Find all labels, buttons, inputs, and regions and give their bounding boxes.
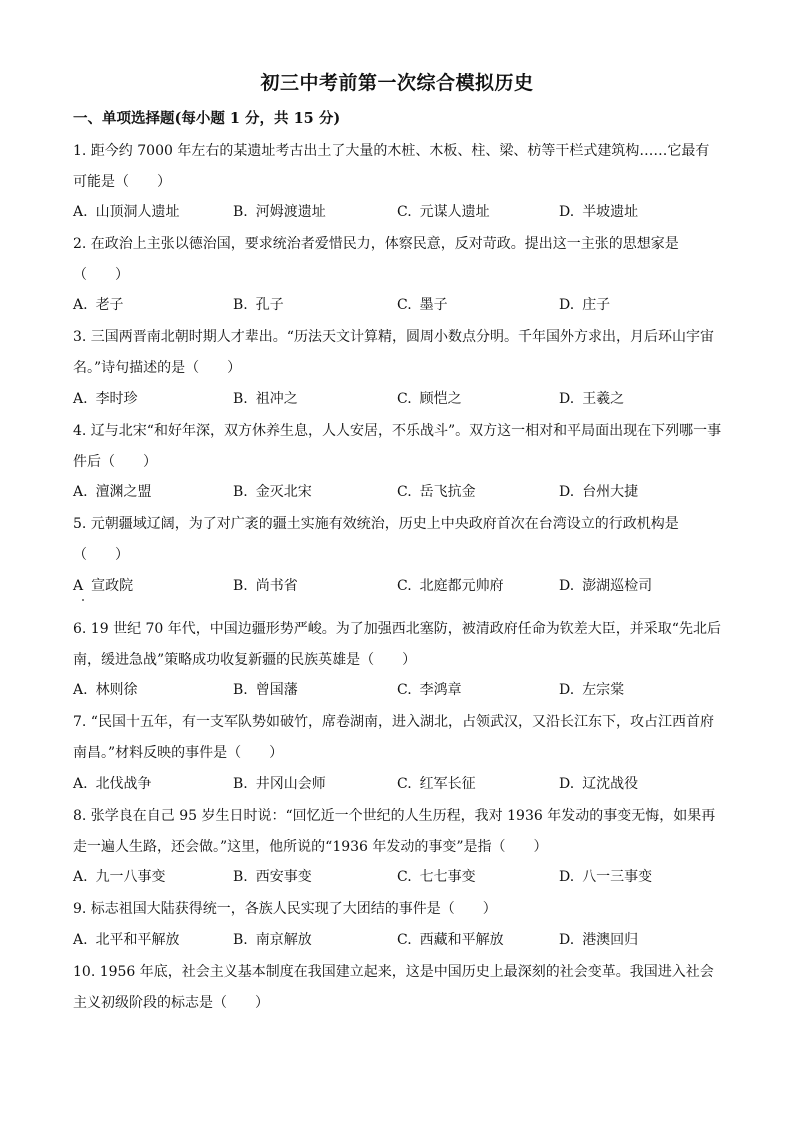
question-1-options [73, 200, 733, 224]
option-d[interactable]: D. 港澳回归 [559, 932, 639, 948]
option-d[interactable]: D. 王羲之 [559, 391, 625, 407]
option-a[interactable]: A. 九一八事变 [73, 869, 166, 885]
question-8: 8. 张学良在自己 95 岁生日时说：“回忆近一个世纪的人生历程，我对 1936 年发动的事变无悔，如果再走一遍人生路，还会做。”这里，他所说的“1936 年发动的事变”是指（ ） [73, 808, 716, 855]
option-a[interactable]: A. 山顶洞人遗址 [73, 204, 180, 220]
option-b[interactable]: B. 金灭北宋 [233, 484, 312, 500]
question-9: 9. 标志祖国大陆获得统一，各族人民实现了大团结的事件是（ ） [73, 901, 497, 917]
question-6: 6. 19 世纪 70 年代，中国边疆形势严峻。为了加强西北塞防，被清政府任命为钦差大臣，并采取“先北后南，缓进急战”策略成功收复新疆的民族英雄是（ ） [73, 621, 721, 668]
option-c[interactable]: C. 七七事变 [397, 869, 476, 885]
question-2: 2. 在政治上主张以德治国，要求统治者爱惜民力，体察民意，反对苛政。提出这一主张的思想家是（ ） [73, 236, 679, 283]
option-b[interactable]: B. 曾国藩 [233, 682, 298, 698]
option-d[interactable]: D. 左宗棠 [559, 682, 625, 698]
option-b[interactable]: B. 井冈山会师 [233, 776, 326, 792]
option-c[interactable]: C. 北庭都元帅府 [397, 578, 504, 594]
option-c[interactable]: C. 岳飞抗金 [397, 484, 476, 500]
question-4: 4. 辽与北宋“和好年深，双方休养生息，人人安居，不乐战斗”。双方这一相对和平局面出现在下列哪一事件后（ ） [73, 423, 722, 470]
option-d[interactable]: D. 台州大捷 [559, 484, 639, 500]
question-8-options [73, 865, 733, 889]
option-d[interactable]: D. 澎湖巡检司 [559, 578, 653, 594]
option-c[interactable]: C. 红军长征 [397, 776, 476, 792]
question-3-options [73, 387, 733, 411]
option-d[interactable]: D. 辽沈战役 [559, 776, 639, 792]
option-b[interactable]: B. 祖冲之 [233, 391, 298, 407]
option-b[interactable]: B. 孔子 [233, 297, 284, 313]
option-c[interactable]: C. 墨子 [397, 297, 448, 313]
option-c[interactable]: C. 西藏和平解放 [397, 932, 504, 948]
option-a[interactable]: A 宣政院 [73, 578, 134, 594]
option-c[interactable]: C. 顾恺之 [397, 391, 462, 407]
option-d[interactable]: D. 庄子 [559, 297, 611, 313]
question-10: 10. 1956 年底，社会主义基本制度在我国建立起来，这是中国历史上最深刻的社会变革。我国进入社会主义初级阶段的标志是（ ） [73, 964, 714, 1011]
question-9-options [73, 928, 733, 952]
question-2-options [73, 293, 733, 317]
option-b[interactable]: B. 河姆渡遗址 [233, 204, 326, 220]
page-title: 初三中考前第一次综合模拟历史 [260, 72, 534, 94]
option-a[interactable]: A. 澶渊之盟 [73, 484, 152, 500]
option-d[interactable]: D. 八一三事变 [559, 869, 653, 885]
option-a[interactable]: A. 老子 [73, 297, 124, 313]
question-3: 3. 三国两晋南北朝时期人才辈出。“历法天文计算精，圆周小数点分明。千年国外方求出，月后环山宇宙名。”诗句描述的是（ ） [73, 329, 714, 376]
question-4-options [73, 480, 733, 504]
option-b[interactable]: B. 尚书省 [233, 578, 298, 594]
option-a[interactable]: A. 北伐战争 [73, 776, 152, 792]
option-b[interactable]: B. 南京解放 [233, 932, 312, 948]
option-c[interactable]: C. 李鸿章 [397, 682, 462, 698]
option-b[interactable]: B. 西安事变 [233, 869, 312, 885]
question-5-options [73, 574, 733, 598]
option-a[interactable]: A. 北平和平解放 [73, 932, 180, 948]
question-1: 1. 距今约 7000 年左右的某遗址考古出土了大量的木桩、木板、柱、梁、枋等干栏式建筑构……它最有可能是（ ） [73, 143, 710, 190]
question-7: 7. “民国十五年，有一支军队势如破竹，席卷湖南，进入湖北，占领武汉，又沿长江东下，攻占江西首府南昌。”材料反映的事件是（ ） [73, 714, 714, 761]
option-d[interactable]: D. 半坡遗址 [559, 204, 639, 220]
option-a[interactable]: A. 林则徐 [73, 682, 138, 698]
option-c[interactable]: C. 元谋人遗址 [397, 204, 490, 220]
question-5: 5. 元朝疆域辽阔，为了对广袤的疆土实施有效统治，历史上中央政府首次在台湾设立的行政机构是（ ） [73, 516, 679, 563]
stray-dot [82, 599, 84, 601]
section-heading: 一、单项选择题(每小题 1 分，共 15 分) [73, 110, 341, 127]
question-7-options [73, 772, 733, 796]
option-a[interactable]: A. 李时珍 [73, 391, 138, 407]
question-6-options [73, 678, 733, 702]
